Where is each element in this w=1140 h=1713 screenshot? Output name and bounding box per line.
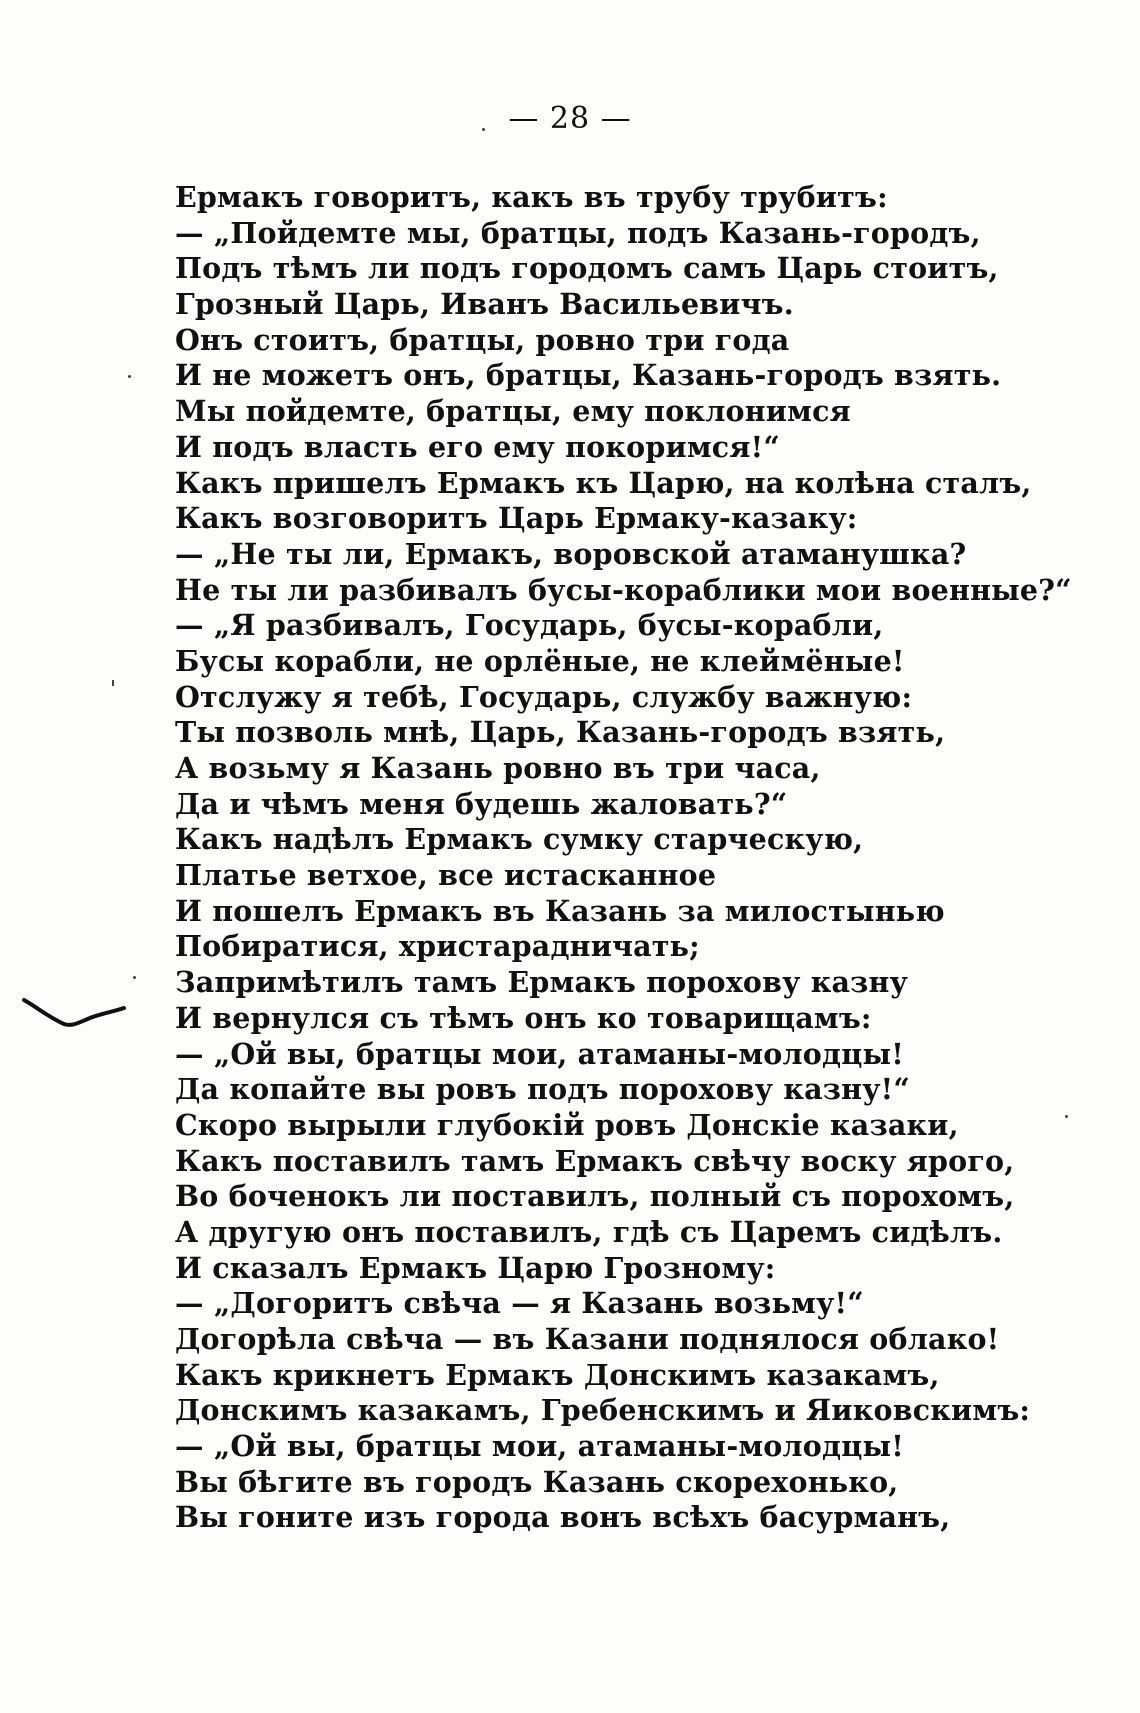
poem-line: Мы пойдемте, братцы, ему поклонимся bbox=[175, 394, 851, 429]
page-number: — 28 — bbox=[508, 101, 632, 136]
poem-line: Да копайте вы ровъ подъ порохову казну!“ bbox=[175, 1072, 910, 1107]
poem-line: И пошелъ Ермакъ въ Казань за милостынью bbox=[175, 893, 945, 928]
poem-line: Бусы корабли, не орлёные, не клеймёные! bbox=[175, 643, 905, 678]
poem-line: — „Ой вы, братцы мои, атаманы-молодцы! bbox=[175, 1036, 904, 1071]
poem-line: Догорѣла свѣча — въ Казани поднялося облако! bbox=[175, 1322, 1000, 1356]
poem-line: А другую онъ поставилъ, гдѣ съ Царемъ сидѣлъ. bbox=[175, 1214, 1003, 1249]
poem-line: — „Догоритъ свѣча — я Казань возьму!“ bbox=[175, 1286, 864, 1321]
poem-line: Какъ пришелъ Ермакъ къ Царю, на колѣна сталъ, bbox=[175, 465, 1032, 500]
ink-dot bbox=[112, 680, 114, 686]
poem-line: — „Пойдемте мы, братцы, подъ Казань-городъ, bbox=[175, 215, 981, 250]
poem-line: Какъ поставилъ тамъ Ермакъ свѣчу воску ярого, bbox=[175, 1143, 1015, 1178]
poem-line: И подъ власть его ему покоримся!“ bbox=[175, 429, 780, 464]
poem-line: Вы бѣгите въ городъ Казань скорехонько, bbox=[175, 1464, 899, 1499]
poem-line: Какъ крикнетъ Ермакъ Донскимъ казакамъ, bbox=[175, 1357, 940, 1392]
ink-dot bbox=[482, 128, 485, 131]
poem-line: — „Я разбивалъ, Государь, бусы-корабли, bbox=[175, 608, 884, 643]
poem-line: Какъ возговоритъ Царь Ермаку-казаку: bbox=[175, 501, 858, 536]
poem-line: — „Ой вы, братцы мои, атаманы-молодцы! bbox=[175, 1429, 904, 1464]
ink-dot bbox=[128, 375, 131, 378]
poem-line: Платье ветхое, все истасканное bbox=[175, 858, 717, 893]
poem-line: Побиратися, христарадничать; bbox=[175, 929, 700, 964]
poem-line: И не можетъ онъ, братцы, Казань-городъ взять. bbox=[175, 358, 1002, 393]
ink-stroke-mark bbox=[20, 990, 130, 1040]
ink-dot bbox=[133, 976, 136, 979]
poem-line: Какъ надѣлъ Ермакъ сумку старческую, bbox=[175, 822, 864, 857]
poem-line: Отслужу я тебѣ, Государь, службу важную: bbox=[175, 679, 913, 714]
poem-line: Скоро вырыли глубокій ровъ Донскіе казаки, bbox=[175, 1107, 959, 1142]
poem-line: Ты позволь мнѣ, Царь, Казань-городъ взять, bbox=[175, 715, 946, 750]
poem-line: Донскимъ казакамъ, Гребенскимъ и Яиковскимъ: bbox=[175, 1393, 1031, 1428]
poem-line: Запримѣтилъ тамъ Ермакъ порохову казну bbox=[175, 965, 909, 1000]
poem-line: И сказалъ Ермакъ Царю Грозному: bbox=[175, 1250, 776, 1285]
poem-line: Во боченокъ ли поставилъ, полный съ порохомъ, bbox=[175, 1179, 1015, 1214]
poem-line: А возьму я Казань ровно въ три часа, bbox=[175, 751, 821, 785]
poem-line: Не ты ли разбивалъ бусы-кораблики мои военные?“ bbox=[175, 572, 1072, 607]
poem-line: Да и чѣмъ меня будешь жаловать?“ bbox=[175, 786, 788, 821]
poem-line: Ермакъ говоритъ, какъ въ трубу трубитъ: bbox=[175, 180, 888, 214]
poem-text bbox=[175, 180, 1072, 1536]
poem-line: Грозный Царь, Иванъ Васильевичъ. bbox=[175, 287, 794, 322]
ink-dot bbox=[1065, 1115, 1068, 1118]
poem-line: Вы гоните изъ города вонъ всѣхъ басурманъ, bbox=[175, 1500, 951, 1535]
poem-line: И вернулся съ тѣмъ онъ ко товарищамъ: bbox=[175, 1000, 872, 1035]
poem-line: — „Не ты ли, Ермакъ, воровской атаманушка? bbox=[175, 536, 967, 571]
poem-line: Онъ стоитъ, братцы, ровно три года bbox=[175, 322, 790, 357]
poem-line: Подъ тѣмъ ли подъ городомъ самъ Царь стоитъ, bbox=[175, 251, 999, 286]
